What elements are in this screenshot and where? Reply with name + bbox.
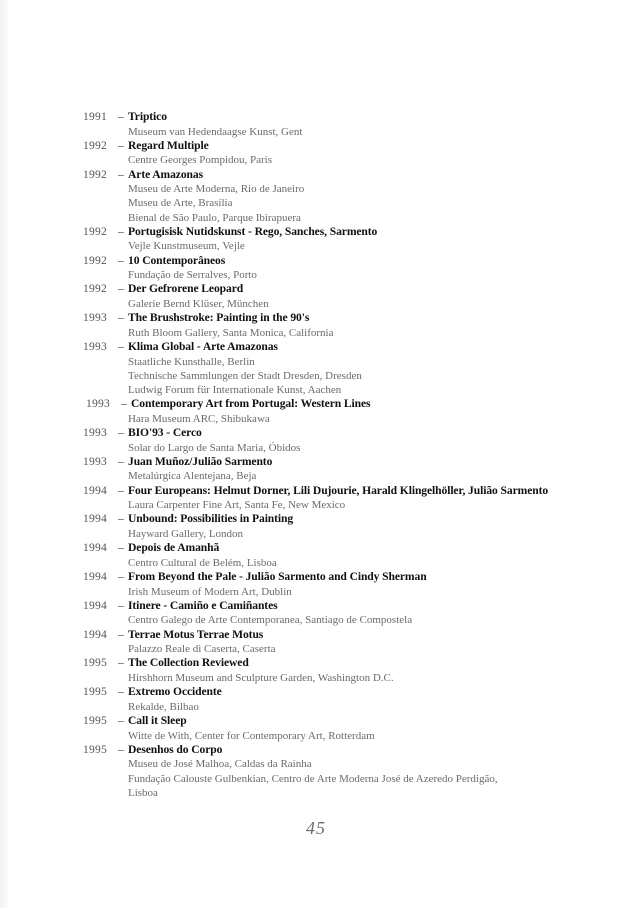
exhibition-venue: Witte de With, Center for Contemporary Art, Rotterdam [128, 729, 375, 742]
exhibition-venue: Vejle Kunstmuseum, Vejle [128, 240, 245, 253]
exhibition-year: 1993 [83, 454, 107, 468]
exhibition-venue: Ruth Bloom Gallery, Santa Monica, California [128, 326, 334, 339]
exhibition-title: Depois de Amanhã [128, 541, 220, 555]
year-separator: – [118, 167, 124, 181]
exhibition-heading [83, 599, 603, 614]
exhibition-heading [83, 254, 603, 269]
year-separator: – [118, 742, 124, 756]
exhibition-entry [83, 254, 603, 283]
year-separator: – [118, 713, 124, 727]
exhibition-entry [83, 282, 603, 311]
year-separator: – [118, 425, 124, 439]
exhibition-heading [83, 225, 603, 240]
exhibition-venue: Solar do Largo de Santa Maria, Óbidos [128, 441, 301, 454]
exhibition-year: 1995 [83, 742, 107, 756]
exhibition-heading [83, 714, 603, 729]
exhibition-venue: Irish Museum of Modern Art, Dublin [128, 585, 292, 598]
exhibition-heading [83, 484, 603, 499]
year-separator: – [121, 397, 127, 411]
exhibition-entry [83, 225, 603, 254]
exhibition-title: Terrae Motus Terrae Motus [128, 627, 264, 641]
exhibition-title: 10 Contemporâneos [128, 253, 226, 267]
year-separator: – [118, 569, 124, 583]
page-edge-shadow [0, 0, 10, 908]
exhibition-year: 1995 [83, 685, 107, 699]
exhibition-entry [83, 714, 603, 743]
exhibition-venue: Technische Sammlungen der Stadt Dresden, Dresden [128, 369, 362, 382]
year-separator: – [118, 339, 124, 353]
exhibition-title: Juan Muñoz/Julião Sarmento [128, 454, 273, 468]
exhibition-title: Call it Sleep [128, 713, 187, 727]
exhibition-heading [83, 340, 603, 355]
exhibition-entry [83, 397, 603, 426]
exhibition-year: 1994 [83, 512, 107, 526]
exhibition-venue: Centro Cultural de Belém, Lisboa [128, 556, 277, 569]
exhibition-entry [83, 512, 603, 541]
year-separator: – [118, 454, 124, 468]
exhibition-venue: Museu de José Malhoa, Caldas da Rainha [128, 758, 312, 771]
exhibition-title: Der Gefrorene Leopard [128, 282, 244, 296]
exhibition-venue: Palazzo Reale di Caserta, Caserta [128, 643, 276, 656]
exhibition-heading [83, 397, 603, 412]
year-separator: – [118, 282, 124, 296]
exhibition-year: 1994 [83, 569, 107, 583]
exhibition-venue: Staatliche Kunsthalle, Berlin [128, 355, 255, 368]
exhibition-year: 1995 [83, 713, 107, 727]
year-separator: – [118, 483, 124, 497]
exhibition-year: 1992 [83, 138, 107, 152]
exhibition-title: Portugisisk Nutidskunst - Rego, Sanches, Sarmento [128, 224, 378, 238]
exhibition-year: 1994 [83, 483, 107, 497]
exhibition-entry [83, 311, 603, 340]
exhibition-heading [83, 743, 603, 758]
exhibition-title: Extremo Occidente [128, 685, 222, 699]
exhibition-entry [83, 455, 603, 484]
exhibition-venue: Rekalde, Bilbao [128, 700, 199, 713]
exhibition-title: Klima Global - Arte Amazonas [128, 339, 278, 353]
exhibition-title: Triptico [128, 110, 167, 123]
exhibition-year: 1992 [83, 224, 107, 238]
exhibition-venue: Museu de Arte Moderna, Rio de Janeiro [128, 183, 305, 196]
exhibition-year: 1992 [83, 282, 107, 296]
exhibition-year: 1993 [83, 311, 107, 325]
exhibition-entry [83, 426, 603, 455]
exhibition-entry [83, 599, 603, 628]
year-separator: – [118, 656, 124, 670]
exhibition-venue: Fundação de Serralves, Porto [128, 269, 257, 282]
exhibition-venue: Museu de Arte, Brasília [128, 197, 233, 210]
exhibition-year: 1995 [83, 656, 107, 670]
year-separator: – [118, 627, 124, 641]
exhibition-heading [83, 455, 603, 470]
exhibition-heading [83, 628, 603, 643]
year-separator: – [118, 224, 124, 238]
exhibition-title: The Collection Reviewed [128, 656, 249, 670]
exhibition-entry [83, 656, 603, 685]
exhibition-year: 1992 [83, 253, 107, 267]
exhibition-heading [83, 685, 603, 700]
exhibition-venue: Centre Georges Pompidou, Paris [128, 154, 273, 167]
exhibition-year: 1994 [83, 627, 107, 641]
exhibition-title: Desenhos do Corpo [128, 742, 223, 756]
exhibition-year: 1994 [83, 541, 107, 555]
exhibition-title: Regard Multiple [128, 138, 209, 152]
year-separator: – [118, 253, 124, 267]
exhibition-venue: Hirshhorn Museum and Sculpture Garden, Washington D.C. [128, 671, 394, 684]
exhibition-title: Contemporary Art from Portugal: Western Lines [131, 397, 371, 411]
exhibition-title: Arte Amazonas [128, 167, 204, 181]
exhibition-year: 1993 [86, 397, 110, 411]
exhibition-year: 1993 [83, 425, 107, 439]
exhibition-heading [83, 139, 603, 154]
exhibition-heading [83, 110, 603, 125]
exhibition-title: BIO'93 - Cerco [128, 425, 202, 439]
year-separator: – [118, 311, 124, 325]
year-separator: – [118, 512, 124, 526]
exhibition-title: From Beyond the Pale - Julião Sarmento and Cindy Sherman [128, 569, 427, 583]
exhibition-heading [83, 512, 603, 527]
year-separator: – [118, 110, 124, 123]
exhibition-venue: Centro Galego de Arte Contemporanea, Santiago de Compostela [128, 614, 413, 627]
year-separator: – [118, 541, 124, 555]
exhibition-title: The Brushstroke: Painting in the 90's [128, 311, 310, 325]
exhibition-title: Four Europeans: Helmut Dorner, Lili Dujourie, Harald Klingelhöller, Julião Sarmento [128, 483, 549, 497]
exhibition-entry [83, 139, 603, 168]
exhibition-entry [83, 570, 603, 599]
exhibition-heading [83, 426, 603, 441]
exhibition-entry [83, 685, 603, 714]
exhibition-entry [83, 168, 603, 225]
exhibition-entry [83, 541, 603, 570]
year-separator: – [118, 598, 124, 612]
exhibition-venue: Laura Carpenter Fine Art, Santa Fe, New Mexico [128, 499, 346, 512]
exhibition-heading [83, 311, 603, 326]
exhibition-venue: Hara Museum ARC, Shibukawa [128, 412, 270, 425]
exhibition-venue: Fundação Calouste Gulbenkian, Centro de Arte Moderna José de Azeredo Perdigão, [128, 772, 498, 785]
year-separator: – [118, 138, 124, 152]
exhibition-heading [83, 570, 603, 585]
exhibition-venue: Hayward Gallery, London [128, 527, 244, 540]
exhibition-heading [83, 168, 603, 183]
exhibition-venue: Metalúrgica Alentejana, Beja [128, 470, 257, 483]
exhibition-venue: Museum van Hedendaagse Kunst, Gent [128, 125, 303, 138]
exhibition-year: 1994 [83, 598, 107, 612]
exhibition-list [83, 110, 603, 800]
year-separator: – [118, 685, 124, 699]
exhibition-entry [83, 110, 603, 139]
exhibition-entry [83, 743, 603, 800]
exhibition-year: 1992 [83, 167, 107, 181]
exhibition-venue: Galerie Bernd Klüser, München [128, 297, 269, 310]
exhibition-entry [83, 340, 603, 397]
exhibition-venue: Lisboa [128, 786, 158, 799]
exhibition-title: Unbound: Possibilities in Painting [128, 512, 294, 526]
exhibition-year: 1991 [83, 110, 107, 123]
exhibition-title: Itinere - Camiño e Camiñantes [128, 598, 278, 612]
exhibition-heading [83, 656, 603, 671]
exhibition-year: 1993 [83, 339, 107, 353]
exhibition-entry [83, 628, 603, 657]
exhibition-entry [83, 484, 603, 513]
exhibition-venue: Bienal de São Paulo, Parque Ibirapuera [128, 211, 301, 224]
page-number: 45 [306, 818, 326, 838]
exhibition-venue: Ludwig Forum für Internationale Kunst, Aachen [128, 383, 342, 396]
exhibition-heading [83, 282, 603, 297]
exhibition-heading [83, 541, 603, 556]
